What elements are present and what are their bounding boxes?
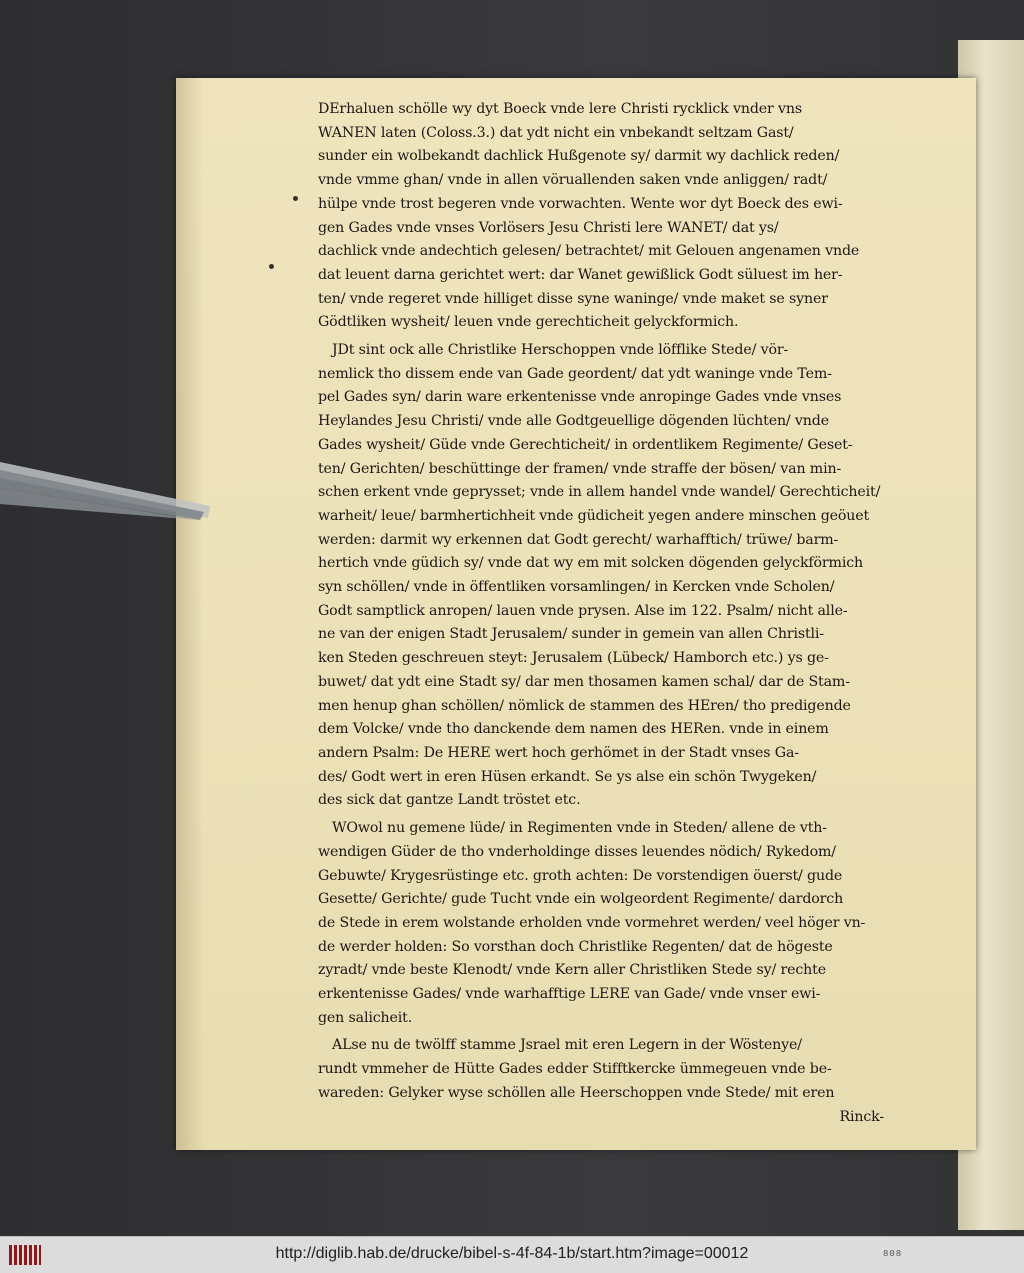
text-line: wareden: Gelyker wyse schöllen alle Heerschoppen vnde Stede/ mit eren — [318, 1084, 835, 1101]
text-line: Gesette/ Gerichte/ gude Tucht vnde ein wolgeordent Regimente/ dardorch — [318, 891, 844, 908]
text-line: zyradt/ vnde beste Klenodt/ vnde Kern aller Christliken Stede sy/ rechte — [318, 962, 826, 979]
text-line: dachlick vnde andechtich gelesen/ betrachtet/ mit Gelouen angenamen vnde — [318, 243, 860, 260]
text-line: gen salicheit. — [318, 1009, 413, 1026]
text-line: de werder holden: So vorsthan doch Christlike Regenten/ dat de högeste — [318, 938, 833, 955]
text-line: syn schöllen/ vnde in öffentliken vorsamlingen/ in Kercken vnde Scholen/ — [318, 579, 835, 596]
text-line: Gödtliken wysheit/ leuen vnde gerechticheit gelyckformich. — [318, 314, 739, 331]
text-line: rundt vmmeher de Hütte Gades edder Stifftkercke ümmegeuen vnde be- — [318, 1061, 832, 1078]
text-line: gen Gades vnde vnses Vorlösers Jesu Christi lere WANET/ dat ys/ — [318, 219, 779, 236]
text-line: werden: darmit wy erkennen dat Godt gerecht/ warhafftich/ trüwe/ barm- — [318, 531, 839, 548]
text-line: sunder ein wolbekandt dachlick Hußgenote sy/ darmit wy dachlick reden/ — [318, 148, 840, 165]
margin-mark — [269, 264, 274, 269]
page-url[interactable]: http://diglib.hab.de/drucke/bibel-s-4f-84-1b/start.htm?image=00012 — [275, 1245, 749, 1262]
text-line: buwet/ dat ydt eine Stadt sy/ dar men thosamen kamen schal/ dar de Stam- — [318, 673, 850, 690]
text-line: Heylandes Jesu Christi/ vnde alle Godtgeuellige dögenden lüchten/ vnde — [318, 413, 829, 430]
text-line: ne van der enigen Stadt Jerusalem/ sunder in gemein van allen Christli- — [318, 626, 824, 643]
text-line: hülpe vnde trost begeren vnde vorwachten. Wente wor dyt Boeck des ewi- — [318, 195, 843, 212]
text-line: wendigen Güder de tho vnderholdinge disses leuendes nödich/ Rykedom/ — [318, 843, 836, 860]
text-line: hertich vnde güdich sy/ vnde dat wy em mit solcken dögenden gelyckförmich — [318, 555, 864, 572]
text-line: dem Volcke/ vnde tho danckende dem namen des HERen. vnde in einem — [318, 721, 829, 738]
text-line: erkentenisse Gades/ vnde warhafftige LERE van Gade/ vnde vnser ewi- — [318, 986, 821, 1003]
text-line: schen erkent vnde geprysset; vnde in allem handel vnde wandel/ Gerechticheit/ — [318, 484, 881, 501]
text-line: pel Gades syn/ darin ware erkentenisse vnde anropinge Gades vnde vnses — [318, 389, 842, 406]
book-clamp-icon — [0, 448, 210, 568]
paragraph-4 — [318, 1034, 884, 1105]
viewer-footer — [0, 1236, 1024, 1273]
text-line: ALse nu de twölff stamme Jsrael mit eren Legern in der Wöstenye/ — [332, 1037, 802, 1054]
text-line: ken Steden geschreuen steyt: Jerusalem (Lübeck/ Hamborch etc.) ys ge- — [318, 650, 829, 667]
text-line: men henup ghan schöllen/ nömlick de stammen des HEren/ tho predigende — [318, 697, 851, 714]
text-line: JDt sint ock alle Christlike Herschoppen vnde löfflike Stede/ vör- — [332, 342, 789, 359]
text-line: Gades wysheit/ Güde vnde Gerechticheit/ in ordentlikem Regimente/ Geset- — [318, 436, 853, 453]
text-line: des sick dat gantze Landt tröstet etc. — [318, 792, 581, 809]
text-line: des/ Godt wert in eren Hüsen erkandt. Se ys alse ein schön Twygeken/ — [318, 768, 817, 785]
paragraph-2 — [318, 339, 884, 813]
text-line: ten/ Gerichten/ beschüttinge der framen/ vnde straffe der bösen/ van min- — [318, 460, 842, 477]
text-line: Gebuwte/ Krygesrüstinge etc. groth achten: De vorstendigen öuerst/ gude — [318, 867, 843, 884]
text-line: dat leuent darna gerichtet wert: dar Wanet gewißlick Godt süluest im her- — [318, 266, 843, 283]
text-line: WOwol nu gemene lüde/ in Regimenten vnde in Steden/ allene de vth- — [332, 820, 827, 837]
catchword: Rinck- — [839, 1108, 884, 1125]
text-line: ten/ vnde regeret vnde hilliget disse syne waninge/ vnde maket se syner — [318, 290, 828, 307]
text-line: vnde vmme ghan/ vnde in allen vöruallenden saken vnde anliggen/ radt/ — [318, 172, 828, 189]
text-line: DErhaluen schölle wy dyt Boeck vnde lere Christi rycklick vnder vns — [318, 101, 802, 117]
text-line: de Stede in erem wolstande erholden vnde vormehret werden/ veel höger vn- — [318, 914, 866, 931]
text-line: warheit/ leue/ barmhertichheit vnde güdicheit yegen andere minschen geöuet — [318, 507, 870, 524]
page-text — [318, 98, 884, 1129]
text-line: andern Psalm: De HERE wert hoch gerhömet in der Stadt vnses Ga- — [318, 744, 799, 761]
margin-mark — [293, 196, 298, 201]
page-indicator: 808 — [883, 1249, 903, 1259]
text-line: WANEN laten (Coloss.3.) dat ydt nicht ein vnbekandt seltzam Gast/ — [318, 124, 794, 141]
text-line: Godt samptlick anropen/ lauen vnde prysen. Alse im 122. Psalm/ nicht alle- — [318, 602, 848, 619]
paragraph-3 — [318, 817, 884, 1030]
text-line: nemlick tho dissem ende van Gade geordent/ dat ydt waninge vnde Tem- — [318, 365, 832, 382]
paragraph-1 — [318, 98, 884, 335]
